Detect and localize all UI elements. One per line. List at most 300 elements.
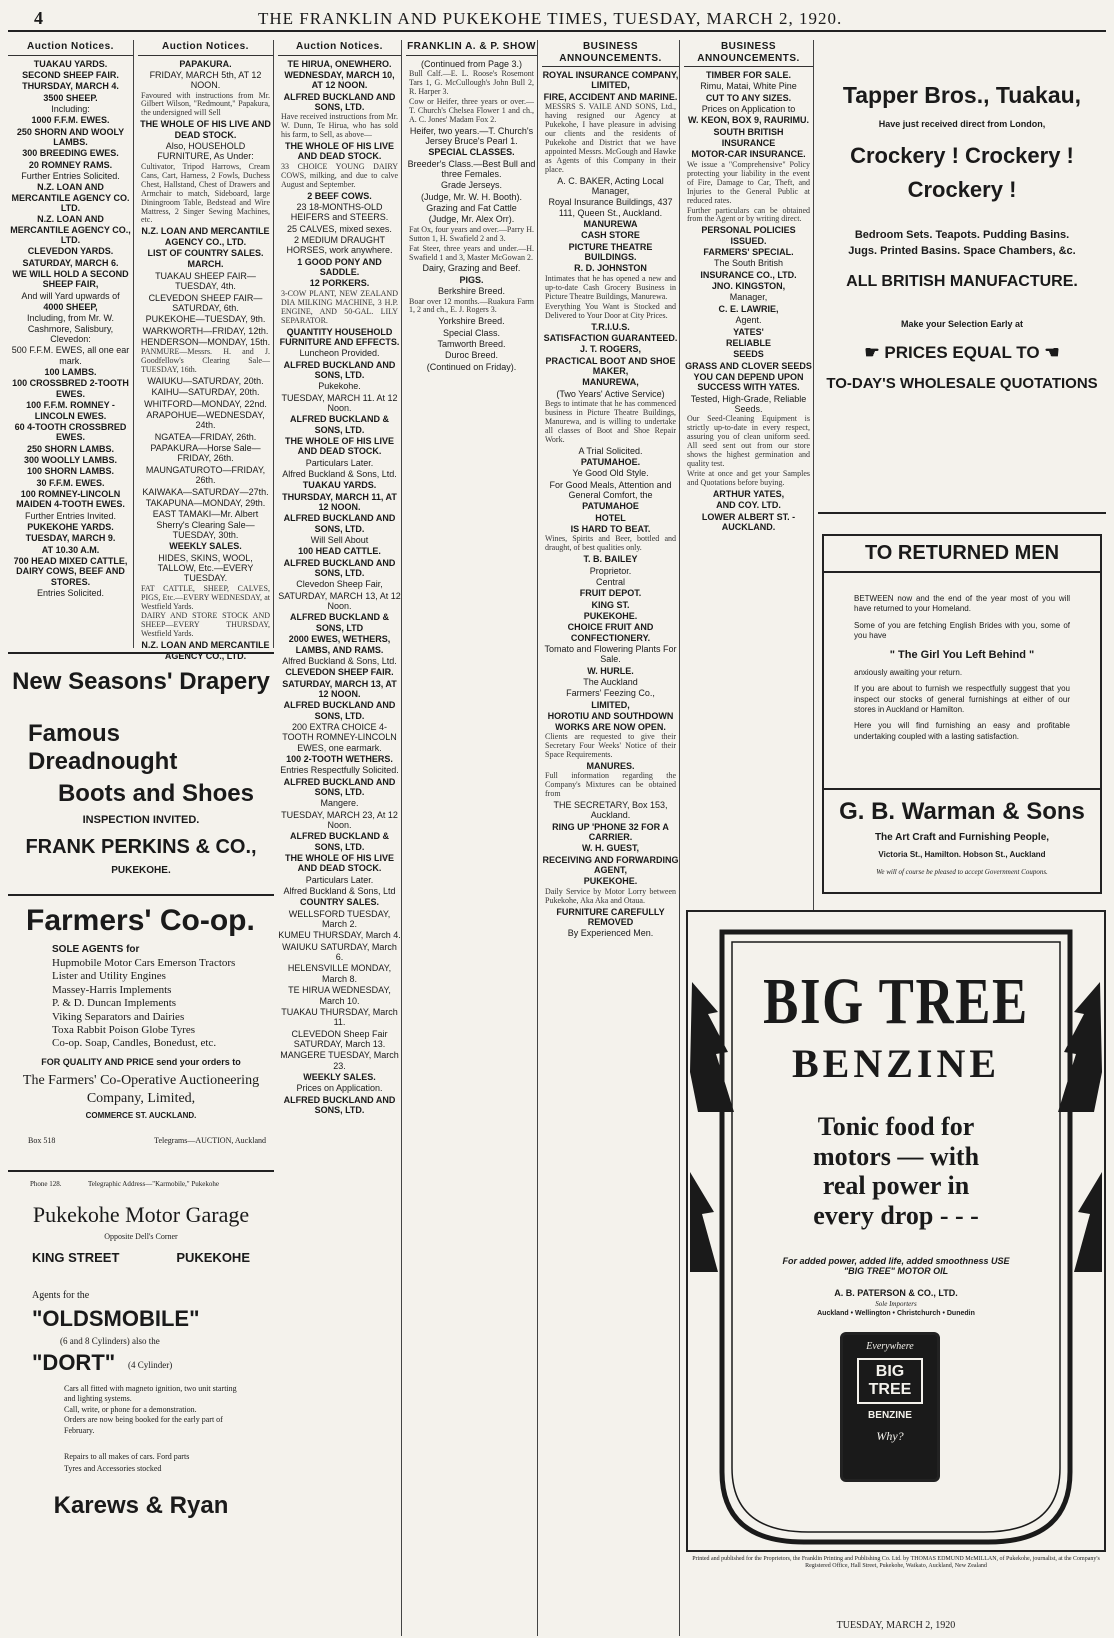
all-british: ALL BRITISH MANUFACTURE.	[846, 273, 1078, 290]
notice-line: 12 PORKERS.	[309, 278, 370, 289]
notice-line: RELIABLE	[726, 337, 771, 348]
notice-line: Mangere.	[320, 798, 359, 809]
garage-opposite: Opposite Dell's Corner	[104, 1232, 178, 1241]
repairs-text: Repairs to all makes of cars. Ford parts	[64, 1452, 190, 1461]
notice-line: Will Sell About	[310, 535, 369, 546]
returned-para-1: BETWEEN now and the end of the year most of you will have returned to your Homeland.	[854, 594, 1070, 614]
dreadnought-heading: Famous Dreadnought	[28, 720, 178, 775]
notice-line: THURSDAY, MARCH 11, AT 12 NOON.	[282, 491, 397, 513]
notice-line: (Continued on Friday).	[426, 361, 517, 372]
notice-line: Agent.	[735, 315, 762, 326]
notice-line: CLEVEDON SHEEP FAIR—SATURDAY, 6th.	[148, 292, 263, 313]
notice-line: MANUREWA,	[582, 377, 639, 388]
perkins-town: PUKEKOHE.	[111, 865, 171, 876]
notice-line: HENDERSON—MONDAY, 15th.	[140, 336, 271, 347]
notice-line: HOTEL	[595, 512, 626, 523]
tyres-text: Tyres and Accessories stocked	[64, 1464, 162, 1473]
notice-line: R. D. JOHNSTON	[574, 263, 647, 274]
notice-line: Proprietor.	[589, 565, 632, 576]
warman-coupons: We will of course be pleased to accept Government Coupons.	[876, 868, 1048, 876]
notice-line: WEEKLY SALES.	[169, 541, 242, 552]
notice-line: N.Z. LOAN AND MERCANTILE AGENCY CO., LTD.	[10, 214, 131, 245]
notice-line: Duroc Breed.	[444, 350, 499, 361]
notice-line: Including, from Mr. W. Cashmore, Salisbury, Clevedon:	[26, 313, 115, 345]
notice-line: KUMEU THURSDAY, March 4.	[278, 930, 401, 941]
notice-line: (Continued from Page 3.)	[420, 58, 523, 69]
can-benzine: BENZINE	[868, 1410, 912, 1421]
column-show-results	[406, 40, 538, 1636]
notice-line: WAIUKU SATURDAY, March 6.	[282, 941, 397, 963]
notice-line: TUAKAU THURSDAY, March 11.	[281, 1006, 398, 1028]
notice-line: Alfred Buckland & Sons, Ltd.	[282, 469, 397, 479]
notice-line: Manager,	[729, 292, 768, 303]
notice-line: N.Z. LOAN AND MERCANTILE AGENCY CO. LTD.	[11, 182, 130, 213]
notice-line: By Experienced Men.	[567, 928, 654, 939]
prices-equal: PRICES EQUAL TO	[884, 343, 1040, 362]
notice-line: TUESDAY, MARCH 9.	[25, 533, 116, 544]
notice-line: ALFRED BUCKLAND AND SONS, LTD.	[283, 776, 396, 797]
notice-line: COUNTRY SALES.	[299, 897, 379, 908]
page-number: 4	[34, 8, 43, 28]
garage-telegraph: Telegraphic Address—"Karmobile," Pukekohe	[88, 1180, 219, 1188]
wholesale-quotations: TO-DAY'S WHOLESALE QUOTATIONS	[826, 375, 1098, 392]
dreadnought-ad	[8, 720, 274, 826]
notice-line: ALFRED BUCKLAND & SONS, LTD.	[290, 414, 389, 435]
notice-line: AT 10.30 A.M.	[41, 544, 100, 555]
returned-para-4: If you are about to furnish we respectfully suggest that you inspect our stocks of general furnishings at either of our stores in Auckland or Hamilton.	[854, 684, 1070, 715]
notice-line: MANGERE TUESDAY, March 23.	[280, 1050, 399, 1071]
notice-line: WE WILL HOLD A SECOND SHEEP FAIR,	[12, 269, 129, 290]
pointing-hand-icon: ☚	[1039, 343, 1060, 362]
notice-line: Including:	[51, 103, 90, 114]
can-big: BIG	[875, 1363, 905, 1380]
notice-line: HIDES, SKINS, WOOL, TALLOW, Etc.—EVERY TUESDAY.	[157, 552, 254, 584]
notice-line: FURNITURE CAREFULLY REMOVED	[556, 906, 665, 927]
notice-line: 100 SHORN LAMBS.	[26, 466, 115, 477]
coop-agency-item: Lister and Utility Engines	[52, 970, 166, 983]
notice-line: 500 F.F.M. EWES, all one ear mark.	[11, 345, 130, 366]
crockery-line-1: Crockery ! Crockery !	[850, 143, 1074, 168]
notice-line: Also, HOUSEHOLD FURNITURE, As Under:	[157, 141, 254, 162]
notice-line: JNO. KINGSTON,	[711, 281, 786, 292]
notice-line: WEDNESDAY, MARCH 10, AT 12 NOON.	[284, 69, 395, 91]
notice-line: QUANTITY HOUSEHOLD FURNITURE AND EFFECTS.	[279, 326, 400, 347]
notice-line: Luncheon Provided.	[299, 348, 380, 359]
notice-line: SATISFACTION GUARANTEED.	[543, 332, 678, 343]
returned-men-ad	[822, 534, 1102, 894]
notice-line: THE WHOLE OF HIS LIVE AND DEAD STOCK.	[284, 853, 394, 874]
notice-line: INSURANCE CO., LTD.	[700, 269, 797, 280]
notice-line: ALFRED BUCKLAND AND SONS, LTD.	[283, 91, 396, 112]
notice-line: PUKEKOHE.	[583, 611, 638, 622]
notice-line: MANURES.	[586, 760, 635, 771]
notice-line: W. H. GUEST,	[581, 843, 639, 854]
notice-line: YOU CAN DEPEND UPON SUCCESS WITH YATES.	[693, 371, 804, 393]
notice-line: For Good Meals, Attention and General Comfort, the	[549, 479, 672, 501]
notice-line: SECOND SHEEP FAIR.	[22, 69, 119, 80]
notice-line: SPECIAL CLASSES.	[428, 147, 515, 158]
notice-line: LOWER ALBERT ST. - AUCKLAND.	[701, 511, 796, 532]
notice-line: T.R.I.U.S.	[591, 321, 630, 332]
notice-line: CHOICE FRUIT AND CONFECTIONERY.	[567, 622, 654, 643]
coop-agency-item: Toxa Rabbit Poison Globe Tyres	[52, 1024, 196, 1037]
notice-line: Auction Notices.	[138, 41, 273, 56]
notice-line: (Judge, Mr. Alex Orr).	[428, 214, 515, 225]
dort-heading: "DORT"	[32, 1350, 116, 1375]
divider	[818, 512, 1106, 514]
notice-line: Our Seed-Cleaning Equipment is strictly up-to-date in every respect, assuring you of clean uniform seed. All seed sent out from our store shows the highest germination and quality test.	[687, 414, 810, 469]
column-business-1	[542, 40, 680, 1636]
notice-line: BUSINESS ANNOUNCEMENTS.	[542, 41, 679, 67]
notice-line: Dairy, Grazing and Beef.	[422, 263, 521, 274]
garage-town: PUKEKOHE	[176, 1250, 250, 1265]
notice-line: 33 CHOICE YOUNG DAIRY COWS, milking, and due to calve August and September.	[281, 161, 398, 189]
motor-oil-line: For added power, added life, added smoothness USE "BIG TREE" MOTOR OIL	[782, 1256, 1010, 1276]
notice-line: PAPAKURA—Horse Sale—FRIDAY, 26th.	[150, 443, 261, 464]
notice-line: ALFRED BUCKLAND AND SONS, LTD.	[283, 1094, 396, 1115]
notice-line: WELLSFORD TUESDAY, March 2.	[288, 908, 391, 930]
notice-line: MARCH.	[187, 259, 224, 270]
notice-line: DAIRY AND STORE STOCK AND SHEEP—EVERY THURSDAY, Westfield Yards.	[141, 611, 270, 639]
notice-line: 4000 SHEEP,	[43, 302, 98, 313]
tapper-items-1: Bedroom Sets. Teapots. Pudding Basins.	[854, 229, 1070, 241]
notice-line: MANUREWA	[583, 219, 638, 230]
coop-sole-agents: SOLE AGENTS for	[52, 944, 140, 955]
notice-line: 300 WOOLLY LAMBS.	[23, 454, 118, 465]
notice-line: ALFRED BUCKLAND & SONS, LTD	[290, 612, 389, 633]
notice-line: Heifer, two years.—T. Church's Jersey Bruce's Pearl 1.	[409, 125, 534, 146]
notice-line: TUAKAU SHEEP FAIR—TUESDAY, 4th.	[155, 270, 256, 292]
notice-line: Full information regarding the Company's Mixtures can be obtained from	[545, 771, 676, 798]
notice-line: LIST OF COUNTRY SALES.	[147, 248, 264, 259]
notice-line: Central	[595, 577, 625, 588]
notice-line: TUESDAY, MARCH 11. At 12 Noon.	[281, 392, 398, 413]
notice-line: TE HIRUA, ONEWHERO.	[287, 58, 392, 69]
can-why: Why?	[876, 1429, 904, 1443]
notice-line: Entries Solicited.	[36, 588, 105, 598]
notice-line: 100 ROMNEY-LINCOLN MAIDEN 4-TOOTH EWES.	[16, 488, 125, 510]
notice-line: TUAKAU YARDS.	[302, 480, 377, 491]
coop-company-limited: Company, Limited,	[86, 1090, 196, 1106]
notice-line: CUT TO ANY SIZES.	[705, 92, 792, 103]
notice-line: IS HARD TO BEAT.	[570, 524, 651, 535]
notice-line: Begs to intimate that he has commenced business in Picture Theatre Buildings, Manurewa, and is willing to undertake all classes of Boot and Shoe Repair Work.	[545, 398, 676, 444]
notice-line: Grazing and Fat Cattle	[426, 202, 517, 213]
notice-line: N.Z. LOAN AND MERCANTILE AGENCY CO., LTD.	[141, 226, 270, 247]
masthead	[8, 6, 1106, 32]
boots-heading: Boots and Shoes	[57, 780, 254, 807]
notice-line: CASH STORE	[581, 230, 640, 241]
newspaper-title: THE FRANKLIN AND PUKEKOHE TIMES, TUESDAY, MARCH 2, 1920.	[258, 9, 843, 28]
notice-line: Rimu, Matai, White Pine	[700, 81, 797, 92]
warman-address: Victoria St., Hamilton. Hobson St., Auckland	[878, 850, 1046, 859]
notice-line: Ye Good Old Style.	[572, 468, 649, 479]
tapper-subtitle: Have just received direct from London,	[878, 119, 1046, 129]
notice-line: 20 ROMNEY RAMS.	[28, 159, 113, 170]
notice-line: Particulars Later.	[305, 874, 374, 885]
notice-line: YATES'	[733, 326, 764, 337]
notice-line: MESSRS S. VAILE AND SONS, Ltd., having resigned our Agency at Pukekohe, I have pleasure in advising our clients and the residents of Pukekohe and District that we have appointed Messrs. McGough and Hawke as Agents of this Company in their place.	[545, 102, 676, 174]
inspection-text: INSPECTION INVITED.	[82, 814, 200, 826]
notice-line: Boar over 12 months.—Ruakura Farm 1, 2 and ch., E. J. Rogers 3.	[409, 296, 534, 315]
notice-line: The Auckland	[583, 677, 638, 688]
coop-agency-item: P. & D. Duncan Implements	[52, 997, 177, 1010]
notice-line: Daily Service by Motor Lorry between Pukekohe, Aka Aka and Otaua.	[545, 886, 676, 905]
divider	[8, 1170, 274, 1172]
benzine-can	[840, 1332, 940, 1482]
notice-line: PATUMAHOE	[582, 501, 639, 512]
notice-line: THE WHOLE OF HIS LIVE AND DEAD STOCK.	[284, 435, 394, 457]
cars-text	[64, 1384, 244, 1436]
notice-line: SEEDS	[733, 349, 764, 360]
notice-line: N.Z. LOAN AND MERCANTILE AGENCY CO., LTD.	[141, 640, 270, 661]
notice-line: KAIWAKA—SATURDAY—27th.	[142, 486, 269, 497]
notice-line: Intimates that he has opened a new and up-to-date Cash Grocery Business in Picture Theatre Buildings, Manurewa.	[545, 273, 676, 301]
notice-line: 25 CALVES, mixed sexes.	[287, 223, 392, 234]
notice-line: PAPAKURA.	[179, 58, 232, 69]
coop-agency-item: Co-op. Soap, Candles, Bonedust, etc.	[52, 1037, 217, 1050]
notice-line: Prices on Application to	[701, 104, 796, 115]
farmers-coop-ad	[8, 898, 274, 1164]
notice-line: (Two Years' Active Service)	[556, 388, 665, 399]
notice-line: PUKEKOHE YARDS.	[27, 521, 114, 532]
coop-quality-line: FOR QUALITY AND PRICE send your orders to	[41, 1056, 241, 1067]
footer-date: TUESDAY, MARCH 2, 1920	[836, 1620, 956, 1631]
notice-line: Cultivator, Tripod Harrows, Cream Cans, Cart, Harness, 2 Fowls, Duchess Chest, Hallstand, Chest of Drawers and Armchair to match, Sideboard, large Diningroom Table, Bedstead and Wire Mattress, 2 Singer Sewing Machines, etc.	[141, 161, 270, 225]
notice-line: ALFRED BUCKLAND AND SONS, LTD.	[283, 513, 396, 534]
cars-text-line: Orders are now being booked for the early part of February.	[64, 1415, 223, 1435]
notice-line: 100 CROSSBRED 2-TOOTH EWES.	[12, 378, 129, 399]
dort-cylinders: (4 Cylinder)	[128, 1360, 173, 1370]
notice-line: 200 EXTRA CHOICE 4-TOOTH ROMNEY-LINCOLN EWES, one earmark.	[282, 721, 397, 753]
notice-line: WHITFORD—MONDAY, 22nd.	[144, 398, 267, 409]
notice-line: KAIHU—SATURDAY, 20th.	[151, 387, 260, 398]
coop-company-name: The Farmers' Co-Operative Auctioneering	[22, 1072, 260, 1088]
coop-box: Box 518	[28, 1136, 56, 1145]
notice-line: PICTURE THEATRE BUILDINGS.	[568, 241, 653, 263]
notice-line: WEEKLY SALES.	[303, 1071, 376, 1082]
notice-line: ARTHUR YATES,	[712, 488, 785, 499]
divider	[8, 652, 274, 654]
notice-line: Tomato and Flowering Plants For Sale.	[544, 644, 677, 665]
coop-telegrams: Telegrams—AUCTION, Auckland	[154, 1136, 266, 1145]
notice-line: 2 BEEF COWS.	[307, 190, 372, 201]
paterson-name: A. B. PATERSON & CO., LTD.	[834, 1288, 958, 1298]
notice-line: Clevedon Sheep Fair,	[296, 579, 383, 590]
drapery-heading: New Seasons' Drapery	[12, 668, 270, 695]
notice-line: Alfred Buckland & Sons, Ltd	[283, 886, 396, 897]
notice-line: Favoured with instructions from Mr. Gilbert Wilson, "Redmount," Papakura, the undersigned will Sell	[141, 90, 270, 118]
tapper-title: Tapper Bros., Tuakau,	[842, 82, 1082, 108]
notice-line: INSURANCE	[721, 138, 776, 149]
notice-line: Entries Respectfully Solicited.	[280, 765, 399, 776]
notice-line: Prices on Application.	[296, 1083, 383, 1094]
notice-line: J. T. ROGERS,	[579, 344, 641, 355]
karews-ryan: Karews & Ryan	[53, 1492, 229, 1519]
crockery-line-2: Crockery !	[907, 177, 1017, 202]
notice-line: Tamworth Breed.	[437, 339, 506, 350]
notice-line: SATURDAY, MARCH 6.	[22, 257, 119, 268]
garage-title: Pukekohe Motor Garage	[32, 1202, 250, 1227]
returned-para-2: Some of you are fetching English Brides with you, some of you have	[854, 620, 1070, 641]
column-auction-1	[8, 40, 134, 648]
notice-line: ARAPOHUE—WEDNESDAY, 24th.	[146, 410, 265, 431]
notice-line: Breeder's Class.—Best Bull and three Females.	[407, 158, 536, 179]
notice-line: PUKEKOHE—TUESDAY, 9th.	[145, 314, 266, 325]
notice-line: Particulars Later.	[305, 457, 374, 468]
tonic-line: motors — with	[812, 1141, 980, 1171]
notice-line: SOUTH BRITISH	[713, 126, 784, 137]
notice-line: Clients are requested to give their Secretary Four Weeks' Notice of their Space Requirements.	[545, 731, 676, 759]
notice-line: ALFRED BUCKLAND AND SONS, LTD.	[283, 557, 396, 579]
notice-line: A Trial Solicited.	[578, 445, 643, 456]
can-brand: Everywhere	[866, 1341, 914, 1352]
notice-line: 100 F.F.M. ROMNEY - LINCOLN EWES.	[26, 400, 115, 421]
notice-line: 1 GOOD PONY AND SADDLE.	[297, 256, 382, 278]
notice-line: TAKAPUNA—MONDAY, 29th.	[145, 497, 266, 508]
notice-line: 2000 EWES, WETHERS, LAMBS, AND RAMS.	[288, 634, 391, 655]
prices-equal-row	[818, 343, 1106, 363]
notice-line: AND COY. LTD.	[716, 500, 781, 511]
notice-line: Further Entries Solicited.	[21, 170, 120, 181]
notice-line: RECEIVING AND FORWARDING AGENT,	[542, 854, 679, 875]
notice-line: W. KEON, BOX 9, RAURIMU.	[687, 115, 809, 126]
motor-garage-ad	[8, 1174, 274, 1544]
notice-line: Berkshire Breed.	[437, 286, 506, 297]
notice-line: Royal Insurance Buildings, 437 111, Queen St., Auckland.	[548, 197, 673, 218]
big-tree-benzine-ad	[686, 910, 1106, 1552]
notice-line: The South British	[713, 258, 784, 269]
notice-line: GRASS AND CLOVER SEEDS	[685, 360, 812, 371]
notice-line: ALFRED BUCKLAND & SONS, LTD.	[290, 831, 389, 852]
notice-line: CLEVEDON SHEEP FAIR.	[285, 667, 394, 678]
cars-text-line: Cars all fitted with magneto ignition, two unit starting and lighting systems.	[64, 1384, 237, 1404]
notice-line: Everything You Want is Stocked and Delivered to Your Door at City Prices.	[545, 301, 676, 320]
notice-line: Bull Calf.—E. L. Roose's Rosemont Tars 1, G. McCullough's John Bull 2, R. Harper 3.	[409, 68, 534, 96]
notice-line: WARKWORTH—FRIDAY, 12th.	[142, 325, 269, 336]
notice-line: 60 4-TOOTH CROSSBRED EWES.	[14, 421, 127, 443]
notice-line: (Judge, Mr. W. H. Booth).	[420, 191, 523, 202]
tapper-ad	[818, 40, 1106, 510]
notice-line: TIMBER FOR SALE.	[706, 70, 791, 80]
notice-line: T. B. BAILEY	[583, 554, 638, 565]
notice-line: Tested, High-Grade, Reliable Seeds.	[690, 393, 807, 414]
notice-line: MAUNGATUROTO—FRIDAY, 26th.	[145, 464, 266, 486]
cities-list: Auckland • Wellington • Christchurch • Dunedin	[817, 1310, 975, 1317]
notice-line: 3-COW PLANT, NEW ZEALAND DIA MILKING MACHINE, 3 H.P. ENGINE, AND 50-GAL. LILY SEPARATOR.	[281, 288, 398, 325]
notice-line: FARMERS' SPECIAL.	[703, 247, 794, 258]
notice-line: Cow or Heifer, three years or over.—T. Church's Chelsea Flower 1 and ch., A. C. Jones' Madam Fox 2.	[409, 96, 534, 124]
notice-line: CLEVEDON Sheep Fair SATURDAY, March 13.	[291, 1028, 388, 1049]
tonic-line: real power in	[822, 1171, 970, 1201]
benzine-heading: BENZINE	[791, 1041, 1001, 1086]
coop-agency-item: Massey-Harris Implements	[52, 983, 172, 996]
notice-line: 30 F.F.M. EWES.	[36, 477, 105, 488]
tonic-line: every drop - - -	[813, 1200, 979, 1230]
notice-line: THE WHOLE OF HIS LIVE AND DEAD STOCK.	[284, 141, 394, 162]
sole-importers: Sole Importers	[875, 1300, 917, 1308]
notice-line: FAT CATTLE, SHEEP, CALVES, PIGS, Etc.—EVERY WEDNESDAY, at Westfield Yards.	[141, 583, 270, 611]
returned-para-5: Here you will find furnishing an easy and profitable undertaking coupled with a lasting satisfaction.	[854, 721, 1070, 741]
notice-line: BUSINESS ANNOUNCEMENTS.	[684, 41, 813, 67]
notice-line: THE SECRETARY, Box 153, Auckland.	[553, 799, 668, 821]
oldsmobile-heading: "OLDSMOBILE"	[32, 1306, 200, 1331]
notice-line: TUESDAY, MARCH 23, At 12 Noon.	[281, 809, 398, 830]
notice-line: 100 2-TOOTH WETHERS.	[286, 753, 393, 764]
girl-you-left-behind: " The Girl You Left Behind "	[889, 648, 1035, 661]
notice-line: EAST TAMAKI—Mr. Albert Sherry's Clearing Sale—TUESDAY, 30th.	[152, 509, 259, 540]
notice-line: Yorkshire Breed.	[438, 316, 505, 327]
notice-line: 250 SHORN LAMBS.	[26, 443, 115, 454]
agents-for: Agents for the	[32, 1290, 90, 1301]
notice-line: Alfred Buckland & Sons, Ltd.	[282, 655, 397, 666]
tapper-items-2: Jugs. Printed Basins. Space Chambers, &c.	[848, 245, 1076, 257]
notice-line: LIMITED,	[591, 699, 630, 710]
coop-agency-item: Hupmobile Motor Cars Emerson Tractors	[52, 957, 236, 969]
notice-line: Pukekohe.	[318, 381, 361, 392]
notice-line: CLEVEDON YARDS.	[27, 246, 114, 257]
pointing-hand-icon: ☛	[864, 343, 885, 362]
notice-line: HOROTIU AND SOUTHDOWN WORKS ARE NOW OPEN.	[547, 711, 674, 732]
notice-line: THE WHOLE OF HIS LIVE AND DEAD STOCK.	[140, 119, 271, 140]
tonic-slogan	[688, 1112, 1104, 1231]
notice-line: PERSONAL POLICIES ISSUED.	[701, 225, 796, 246]
notice-line: Special Class.	[442, 327, 501, 338]
notice-line: 3500 SHEEP.	[43, 92, 98, 103]
garage-street: KING STREET	[32, 1250, 120, 1265]
cars-text-line: Call, write, or phone for a demonstration.	[64, 1404, 197, 1414]
notice-line: Auction Notices.	[278, 41, 401, 56]
notice-line: We issue a "Comprehensive" Policy protecting your liability in the event of Fire, Damage to Car, Theft, and Injuries to the General Public at reduced rates.	[687, 159, 810, 205]
notice-line: Write at once and get your Samples and Quotations before buying.	[687, 468, 810, 487]
publisher-imprint: Printed and published for the Proprietors, the Franklin Printing and Publishing Co. Ltd. by THOMAS EDMUND McMILLAN, of Pukekohe, journalist, at the Company's Registered Office, Hall Street, Pukekohe, Waikato, Auckland, New Zealand	[692, 1556, 1100, 1570]
notice-line: PATUMAHOE.	[580, 457, 641, 468]
notice-line: 1000 F.F.M. EWES.	[31, 115, 110, 126]
notice-line: PANMURE—Messrs. H. and J. Goodfellow's Clearing Sale—TUESDAY, 16th.	[141, 347, 270, 375]
notice-line: Wines, Spirits and Beer, bottled and draught, of best qualities only.	[545, 534, 676, 553]
perkins-name: FRANK PERKINS & CO.,	[25, 836, 257, 858]
notice-line: HELENSVILLE MONDAY, March 8.	[287, 963, 392, 984]
notice-line: PIGS.	[459, 274, 484, 285]
returned-men-heading: TO RETURNED MEN	[824, 542, 1100, 573]
oldsmobile-cylinders: (6 and 8 Cylinders) also the	[60, 1336, 160, 1346]
notice-line: Fat Ox, four years and over.—Parry H. Sutton 1, H. Swafield 2 and 3.	[409, 224, 534, 243]
can-tree: TREE	[868, 1381, 912, 1398]
notice-line: C. E. LAWRIE,	[718, 303, 779, 314]
notice-line: Have received instructions from Mr. W. Dunn, Te Hirua, who has sold his farm, to Sell, as above—	[281, 112, 398, 140]
notice-line: FRUIT DEPOT.	[579, 588, 642, 599]
perkins-ad	[8, 828, 274, 888]
returned-para-3: anxiously awaiting your return.	[854, 667, 963, 677]
coop-title: Farmers' Co-op.	[26, 904, 255, 937]
notice-line: Fat Steer, three years and under.—H. Swafield 1 and 3, Master McGowan 2.	[409, 243, 534, 262]
notice-line: ALFRED BUCKLAND AND SONS, LTD.	[283, 700, 396, 721]
notice-line: FRANKLIN A. & P. SHOW	[406, 41, 537, 56]
notice-line: PRACTICAL BOOT AND SHOE MAKER,	[545, 355, 676, 376]
coop-agency-list	[8, 957, 274, 1051]
notice-line: 23 18-MONTHS-OLD HEIFERS and STEERS.	[290, 201, 389, 223]
notice-line: SATURDAY, MARCH 13, At 12 Noon.	[278, 590, 401, 612]
notice-line: SATURDAY, MARCH 13, AT 12 NOON.	[282, 678, 397, 699]
notice-line: MOTOR-CAR INSURANCE.	[691, 149, 806, 160]
notice-line: ROYAL INSURANCE COMPANY, LIMITED,	[542, 70, 679, 91]
notice-line: TUAKAU YARDS.	[33, 58, 108, 69]
notice-line: ALFRED BUCKLAND AND SONS, LTD.	[283, 359, 396, 380]
notice-line: NGATEA—FRIDAY, 26th.	[154, 431, 257, 442]
notice-line: TE HIRUA WEDNESDAY, March 10.	[288, 985, 391, 1006]
notice-line: KING ST.	[591, 599, 630, 610]
notice-line: FIRE, ACCIDENT AND MARINE.	[543, 91, 678, 102]
